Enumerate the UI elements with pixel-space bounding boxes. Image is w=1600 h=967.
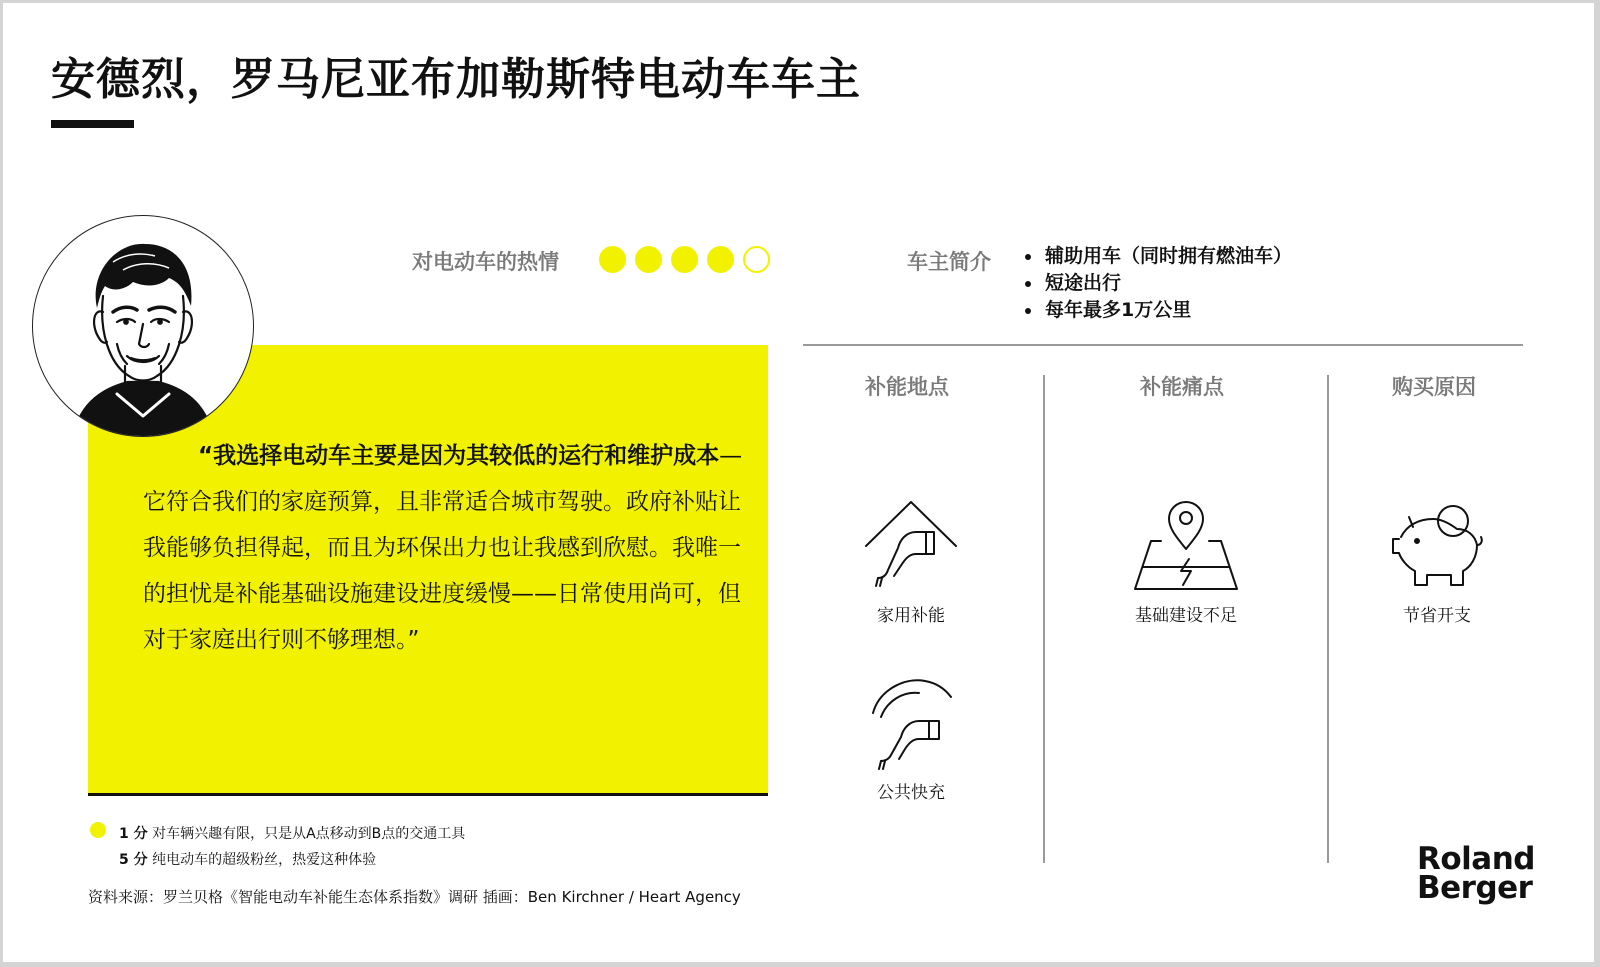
- home-charging-icon: [856, 496, 964, 591]
- logo-line-2: Berger: [1417, 870, 1533, 906]
- rating-dot-1: [599, 246, 626, 273]
- roland-berger-logo: [1417, 841, 1535, 906]
- section-divider: [803, 344, 1523, 346]
- legend-text-1: 对车辆兴趣有限，只是从A点移动到B点的交通工具: [152, 826, 466, 842]
- quote-bold-text: “我选择电动车主要是因为其较低的运行和维护成本: [198, 443, 720, 469]
- column-divider: [1327, 375, 1329, 863]
- infrastructure-label: 基础建设不足: [1135, 606, 1237, 626]
- source-note: 资料来源：罗兰贝格《智能电动车补能生态体系指数》调研 插画：Ben Kirchner / Heart Agency: [88, 888, 741, 906]
- rating-dot-3: [671, 246, 698, 273]
- profile-item: • 辅助用车（同时拥有燃油车）: [1043, 243, 1292, 270]
- column-divider: [1043, 375, 1045, 863]
- column-heading-charging-location: 补能地点: [865, 375, 949, 399]
- column-heading-pain-points: 补能痛点: [1140, 375, 1224, 399]
- title-underline: [51, 120, 134, 128]
- profile-item: • 短途出行: [1043, 270, 1292, 297]
- profile-item: • 每年最多1万公里: [1043, 297, 1292, 324]
- profile-list: [1021, 243, 1292, 324]
- legend-text-5: 纯电动车的超级粉丝，热爱这种体验: [152, 852, 377, 868]
- fast-charging-label: 公共快充: [877, 783, 945, 803]
- home-charging-label: 家用补能: [877, 606, 945, 626]
- save-money-label: 节省开支: [1403, 606, 1471, 626]
- owner-portrait: [32, 215, 254, 437]
- piggy-bank-icon: [1389, 497, 1485, 591]
- rating-dot-5: [743, 246, 770, 273]
- fast-charging-icon: [859, 673, 959, 771]
- rating-dot-2: [635, 246, 662, 273]
- legend-line-1: [119, 823, 465, 843]
- rating-dot-4: [707, 246, 734, 273]
- map-pin-infrastructure-icon: [1131, 499, 1241, 591]
- legend-score-1: 1 分: [119, 826, 148, 842]
- profile-label: 车主简介: [907, 250, 991, 274]
- column-heading-purchase-reason: 购买原因: [1392, 375, 1476, 399]
- portrait-illustration: [33, 216, 253, 436]
- legend-line-5: [119, 849, 376, 869]
- quote-rest-text: —它符合我们的家庭预算，且非常适合城市驾驶。政府补贴让我能够负担得起，而且为环保出力也让我感到欣慰。我唯一的担忧是补能基础设施建设进度缓慢——日常使用尚可，但对于家庭出行则不够理想。”: [143, 443, 743, 653]
- quote-text: [143, 433, 743, 663]
- slide: [3, 3, 1594, 962]
- page-title: 安德烈，罗马尼亚布加勒斯特电动车车主: [51, 54, 861, 105]
- legend-dot-icon: [90, 822, 106, 838]
- logo-line-1: Roland: [1417, 841, 1535, 877]
- passion-rating: [599, 246, 770, 273]
- passion-label: 对电动车的热情: [412, 250, 559, 274]
- legend-score-5: 5 分: [119, 852, 148, 868]
